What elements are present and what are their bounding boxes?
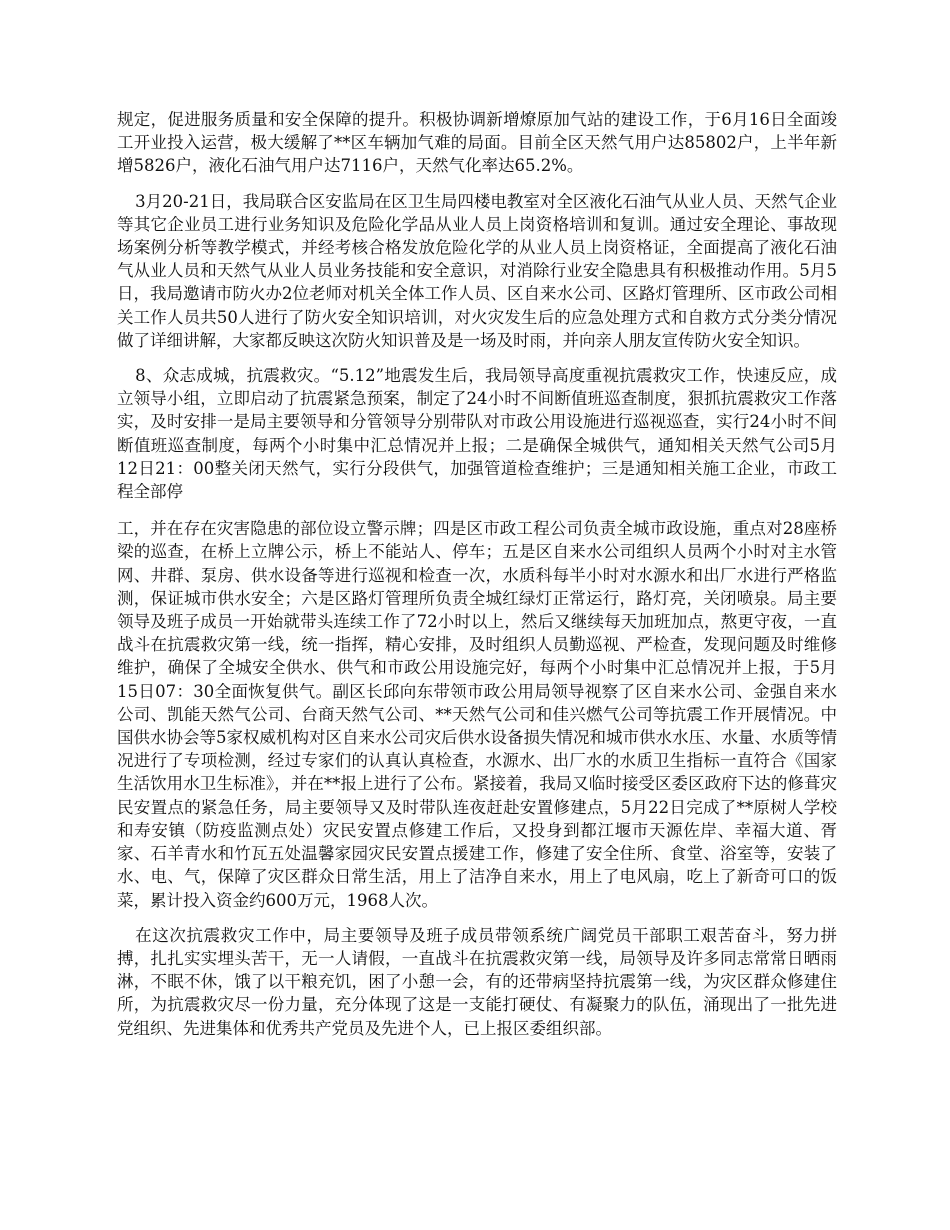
paragraph-earthquake-response: 8、众志成城，抗震救灾。“5.12”地震发生后，我局领导高度重视抗震救灾工作，快速反应，成立领导小组，立即启动了抗震紧急预案，制定了24小时不间断值班巡查制度，狠抓抗震救灾工作落实，及时安排一是局主要领导和分管领导分别带队对市政公用设施进行巡视巡查，实行24小时不间断值班巡查制度，每两个小时集中汇总情况并上报；二是确保全城供气，通知相关天然气公司5月12日21：00整关闭天然气，实行分段供气，加强管道检查维护；三是通知相关施工企业，市政工程全部停 bbox=[117, 366, 837, 502]
paragraph-safety-training: 3月20-21日，我局联合区安监局在区卫生局四楼电教室对全区液化石油气从业人员、天然气企业等其它企业员工进行业务知识及危险化学品从业人员上岗资格培训和复训。通过安全理论、事故现场案例分析等教学模式，并经考核合格发放危险化学的从业人员上岗资格证，全面提高了液化石油气从业人员和天然气从业人员业务技能和安全意识，对消除行业安全隐患具有积极推动作用。5月5日，我局邀请市防火办2位老师对机关全体工作人员、区自来水公司、区路灯管理所、区市政公司相关工作人员共50人进行了防火安全知识培训，对火灾发生后的应急处理方式和自救方式分类分情况做了详细讲解，大家都反映这次防火知识普及是一场及时雨，并向亲人朋友宣传防火安全知识。 bbox=[117, 191, 837, 350]
paragraph-earthquake-summary: 在这次抗震救灾工作中，局主要领导及班子成员带领系统广阔党员干部职工艰苦奋斗，努力拼搏，扎扎实实埋头苦干，无一人请假，一直战斗在抗震救灾第一线，局领导及许多同志常常日晒雨淋，不眠不休，饿了以干粮充饥，困了小憩一会，有的还带病坚持抗震第一线，为灾区群众修建住所，为抗震救灾尽一份力量，充分体现了这是一支能打硬仗、有凝聚力的队伍，涌现出了一批先进党组织、先进集体和优秀共产党员及先进个人，已上报区委组织部。 bbox=[117, 925, 837, 1038]
paragraph-earthquake-measures: 工，并在存在灾害隐患的部位设立警示牌；四是区市政工程公司负责全城市政设施，重点对28座桥梁的巡查，在桥上立牌公示，桥上不能站人、停车；五是区自来水公司组织人员两个小时对主水管网、井群、泵房、供水设备等进行巡视和检查一次，水质科每半小时对水源水和出厂水进行严格监测，保证城市供水安全；六是区路灯管理所负责全城红绿灯正常运行，路灯亮，关闭喷泉。局主要领导及班子成员一开始就带头连续工作了72小时以上，然后又继续每天加班加点，熬更守夜，一直战斗在抗震救灾第一线，统一指挥，精心安排，及时组织人员勤巡视、严检查，发现问题及时维修维护，确保了全城安全供水、供气和市政公用设施完好，每两个小时集中汇总情况并上报，于5月15日07：30全面恢复供气。副区长邱向东带领市政公用局领导视察了区自来水公司、金强自来水公司、凯能天然气公司、台商天然气公司、**天然气公司和佳兴燃气公司等抗震工作开展情况。中国供水协会等5家权威机构对区自来水公司灾后供水设备损失情况和城市供水水压、水量、水质等情况进行了专项检测，经过专家们的认真认真检查，水源水、出厂水的水质卫生指标一直符合《国家生活饮用水卫生标准》，并在**报上进行了公布。紧接着，我局又临时接受区委区政府下达的修葺灾民安置点的紧急任务，局主要领导又及时带队连夜赶赴安置修建点，5月22日完成了**原树人学校和寿安镇（防疫监测点处）灾民安置点修建工作后，又投身到都江堰市天源佐岸、幸福大道、胥家、石羊青水和竹瓦五处温馨家园灾民安置点援建工作，修建了安全住所、食堂、浴室等，安装了水、电、气，保障了灾区群众日常生活，用上了洁净自来水，用上了电风扇，吃上了新奇可口的饭菜，累计投入资金约600万元，1968人次。 bbox=[117, 519, 837, 910]
document-body bbox=[117, 108, 837, 1040]
paragraph-gas-station-users: 规定，促进服务质量和安全保障的提升。积极协调新增燎原加气站的建设工作，于6月16日全面竣工开业投入运营，极大缓解了**区车辆加气难的局面。目前全区天然气用户达85802户，上半年新增5826户，液化石油气用户达7116户，天然气化率达65.2%。 bbox=[117, 110, 837, 176]
